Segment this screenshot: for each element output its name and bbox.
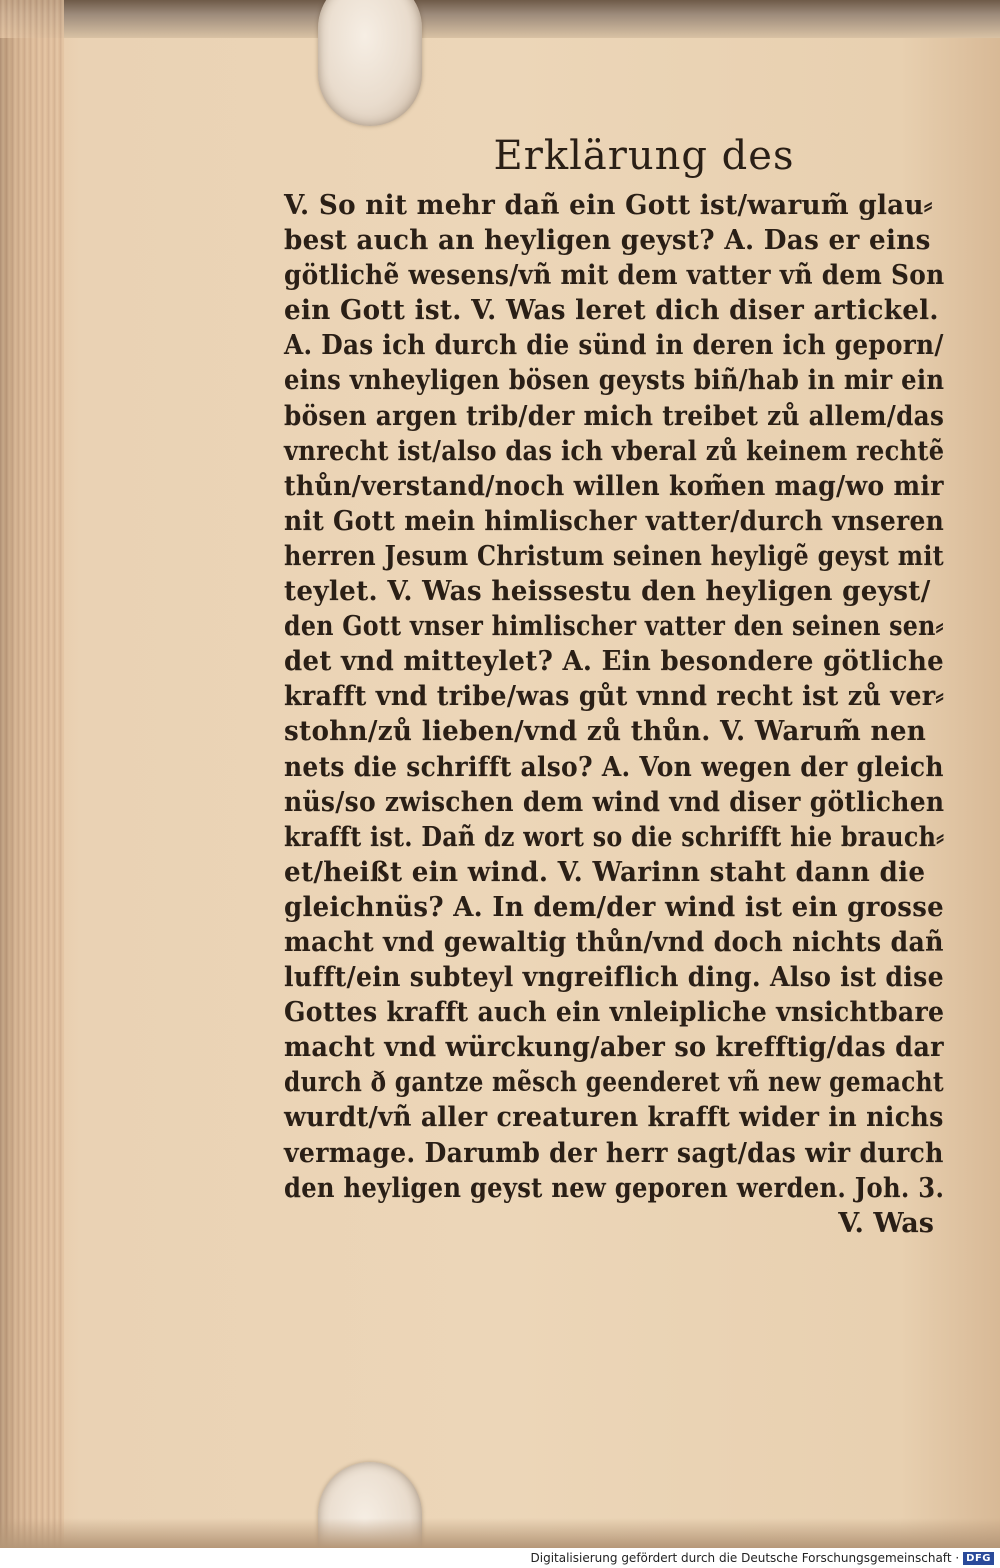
text-line: macht vnd würckung/aber so krefftig/das dar [284, 1032, 944, 1064]
text-line: best auch an heyligen geyst? A. Das er eins [284, 225, 931, 257]
text-line: götlichẽ wesens/vñ mit dem vatter vñ dem Son [284, 260, 945, 292]
text-line: den heyligen geyst new geporen werden. Joh. 3. [284, 1172, 945, 1204]
text-line: den Gott vnser himlischer vatter den seinen sen⸗ [284, 611, 944, 643]
text-line: gleichnüs? A. In dem/der wind ist ein grosse [284, 891, 944, 923]
page-text-block [284, 124, 964, 1242]
text-line: thůn/verstand/noch willen kom̃en mag/wo mir [284, 470, 944, 502]
text-line: et/heißt ein wind. V. Warinn staht dann die [284, 856, 926, 888]
text-line: wurdt/vñ aller creaturen krafft wider in nichs [284, 1102, 944, 1134]
footer-bar [0, 1548, 1000, 1568]
page-clip-top [318, 0, 422, 126]
running-head: Erklärung des [493, 133, 795, 179]
text-line: nets die schrifft also? A. Von wegen der gleich [284, 751, 944, 783]
text-line: macht vnd gewaltig thůn/vnd doch nichts dañ [284, 926, 944, 958]
text-line: teylet. V. Was heissestu den heyligen geyst/ [284, 576, 931, 608]
dfg-logo: DFG [963, 1552, 994, 1565]
text-line: vnrecht ist/also das ich vberal zů keinem rechtẽ [284, 435, 945, 467]
text-line: lufft/ein subteyl vngreiflich ding. Also ist dise [284, 962, 944, 994]
text-line: durch ð gantze mẽsch geenderet vñ new gemacht [284, 1067, 944, 1099]
text-line: nit Gott mein himlischer vatter/durch vnseren [284, 505, 945, 537]
text-line: ein Gott ist. V. Was leret dich diser artickel. [284, 295, 939, 327]
page-bottom-shadow [0, 1518, 1000, 1548]
text-line: vermage. Darumb der herr sagt/das wir durch [284, 1137, 944, 1169]
text-lines [284, 188, 964, 1206]
catchword: V. Was [838, 1207, 934, 1239]
page-stack-edges [0, 0, 64, 1548]
text-line: nüs/so zwischen dem wind vnd diser götlichen [284, 786, 945, 818]
text-line: herren Jesum Christum seinen heyligẽ geyst mit [284, 540, 944, 572]
text-line: eins vnheyligen bösen geysts biñ/hab in mir ein [284, 365, 945, 397]
text-line: krafft vnd tribe/was gůt vnnd recht ist zů ver⸗ [284, 681, 945, 713]
text-line: V. So nit mehr dañ ein Gott ist/warum̃ glau⸗ [284, 190, 933, 221]
dfg-credit: Digitalisierung gefördert durch die Deutsche Forschungsgemeinschaft · [530, 1551, 960, 1565]
text-line: krafft ist. Dañ dz wort so die schrifft hie brauch⸗ [284, 821, 945, 853]
text-line: stohn/zů lieben/vnd zů thůn. V. Warum̃ nen [284, 716, 927, 748]
text-line: A. Das ich durch die sünd in deren ich geporn/ [284, 330, 944, 362]
text-line: det vnd mitteylet? A. Ein besondere götliche [284, 646, 944, 678]
text-line: Gottes krafft auch ein vnleipliche vnsichtbare [284, 997, 945, 1029]
text-line: bösen argen trib/der mich treibet zů allem/das [284, 400, 945, 432]
book-top-edge [0, 0, 1000, 38]
